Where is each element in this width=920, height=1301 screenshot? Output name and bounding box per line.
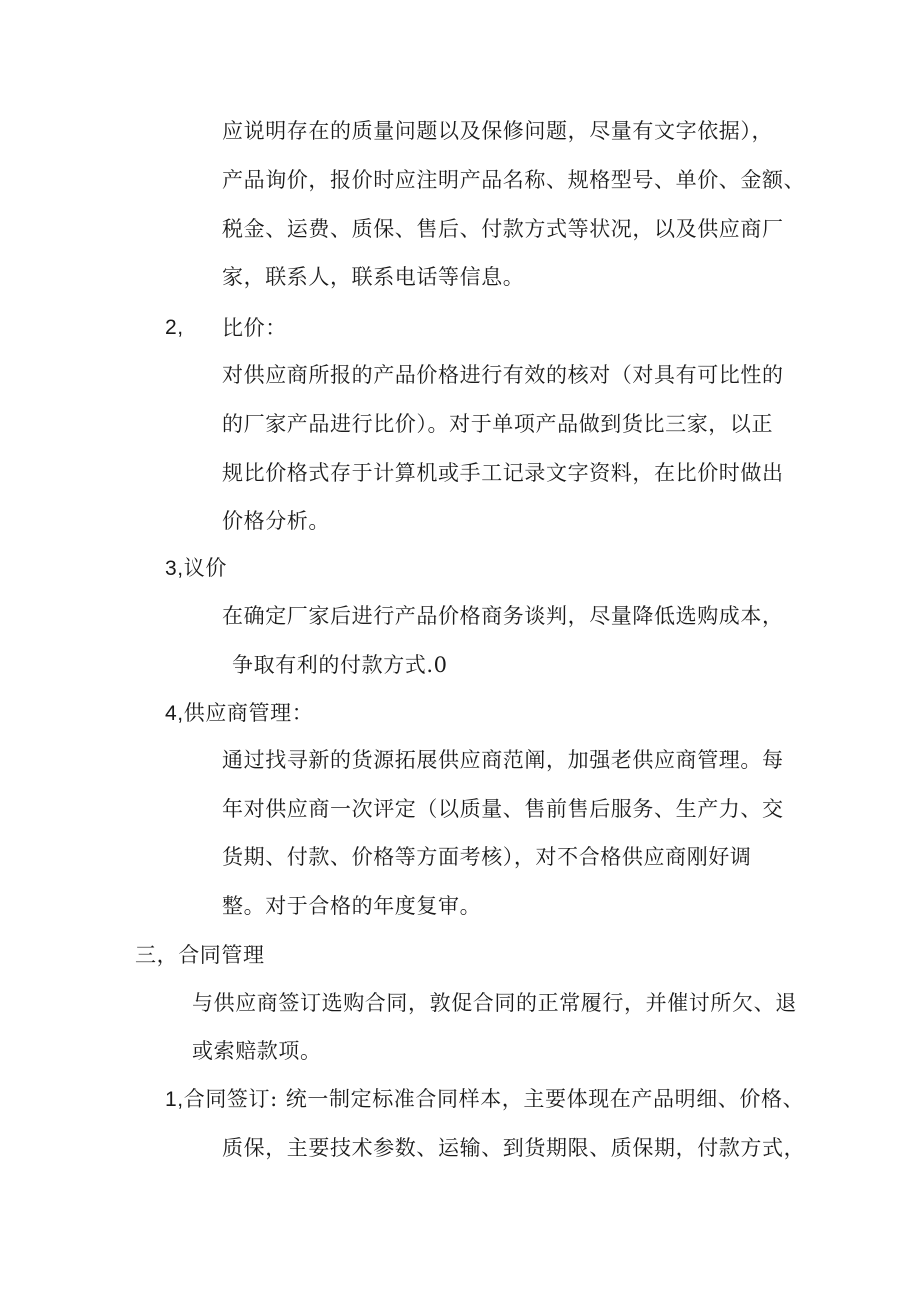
signing-line-1-text: 统一制定标准合同样本，主要体现在产品明细、价格、 (285, 1087, 805, 1111)
inquiry-line-2: 产品询价，报价时应注明产品名称、规格型号、单价、金额、 (222, 168, 806, 192)
supplier-line-1: 通过找寻新的货源拓展供应商范阐，加强老供应商管理。每 (222, 748, 784, 772)
negotiate-line-1: 在确定厂家后进行产品价格商务谈判，尽量降低选购成本， (222, 604, 784, 628)
supplier-item-number: 4, (165, 702, 184, 725)
supplier-line-3: 货期、付款、价格等方面考核），对不合格供应商刚好调 (222, 845, 752, 869)
supplier-line-4: 整。对于合格的年度复审。 (222, 894, 482, 918)
signing-item-number: 1, (165, 1088, 184, 1111)
signing-row (165, 1084, 804, 1115)
negotiate-line-2: 争取有利的付款方式.0 (232, 653, 448, 677)
compare-heading: 比价： (222, 316, 287, 340)
compare-line-3: 规比价格式存于计算机或手工记录文字资料，在比价时做出 (222, 461, 784, 485)
contract-intro-line-2: 或索赔款项。 (192, 1039, 322, 1063)
compare-line-4: 价格分析。 (222, 509, 330, 533)
inquiry-line-4: 家，联系人，联系电话等信息。 (222, 265, 525, 289)
contract-intro-line-1: 与供应商签订选购合同，敦促合同的正常履行，并催讨所欠、退 (192, 991, 797, 1015)
supplier-heading: 供应商管理： (183, 701, 314, 725)
compare-line-2: 的厂家产品进行比价）。对于单项产品做到货比三家，以正 (222, 412, 774, 436)
signing-line-2: 质保，主要技术参数、运输、到货期限、质保期，付款方式， (222, 1136, 806, 1160)
contract-section-heading: 三，合同管理 (135, 943, 265, 967)
supplier-line-2: 年对供应商一次评定（以质量、售前售后服务、生产力、交 (222, 797, 784, 821)
inquiry-line-1: 应说明存在的质量问题以及保修问题，尽量有文字依据）， (222, 119, 774, 143)
negotiate-heading-row (165, 553, 227, 584)
compare-line-1: 对供应商所报的产品价格进行有效的核对（对具有可比性的 (222, 363, 784, 387)
inquiry-line-3: 税金、运费、质保、售后、付款方式等状况，以及供应商厂 (222, 217, 784, 241)
negotiate-item-number: 3, (165, 557, 184, 580)
compare-item-number: 2, (165, 316, 184, 339)
supplier-heading-row (165, 698, 313, 729)
signing-heading: 合同签订: (183, 1087, 278, 1111)
negotiate-heading: 议价 (183, 556, 227, 580)
